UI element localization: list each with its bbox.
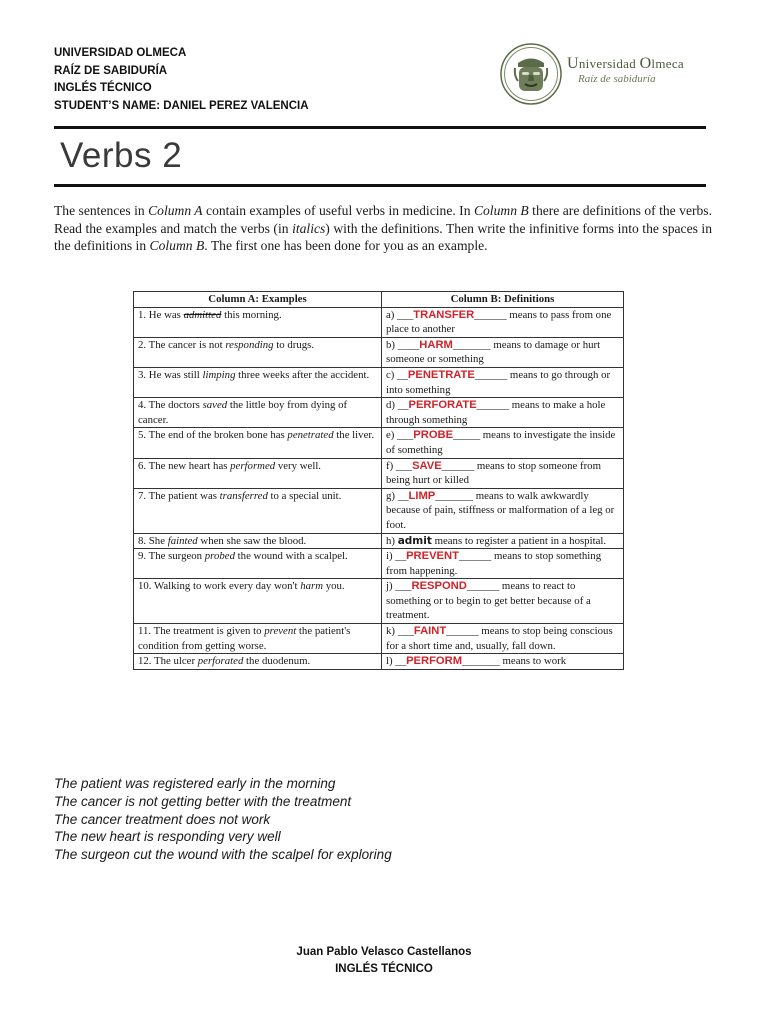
definition-cell: i) __PREVENT______ means to stop something from happening.	[382, 549, 624, 579]
answer-verb: PROBE	[413, 429, 454, 442]
example-cell: 11. The treatment is given to prevent the patient's condition from getting worse.	[134, 624, 382, 654]
answer-verb: PENETRATE	[407, 368, 475, 381]
example-cell: 3. He was still limping three weeks after the accident.	[134, 367, 382, 397]
definition-cell: f) ___SAVE______ means to stop someone from being hurt or killed	[382, 458, 624, 488]
example-cell: 7. The patient was transferred to a special unit.	[134, 488, 382, 533]
answer-verb: HARM	[419, 338, 453, 351]
table-row	[134, 624, 624, 654]
answer-verb: PERFORATE	[408, 399, 477, 412]
university-logo	[500, 43, 710, 107]
example-cell: 4. The doctors saved the little boy from dying of cancer.	[134, 398, 382, 428]
header-motto: RAÍZ DE SABIDURÍA	[54, 64, 168, 77]
table-row	[134, 654, 624, 670]
example-verb: penetrated	[287, 429, 334, 442]
logo-university-name: Universidad Olmeca	[567, 55, 684, 72]
column-b-header: Column B: Definitions	[382, 292, 624, 308]
answer-verb: admit	[397, 534, 432, 547]
example-cell: 6. The new heart has performed very well.	[134, 458, 382, 488]
definition-cell: h) admit means to register a patient in a hospital.	[382, 533, 624, 549]
example-cell: 5. The end of the broken bone has penetrated the liver.	[134, 428, 382, 458]
definition-cell: k) ___FAINT______ means to stop being conscious for a short time and, usually, fall down.	[382, 624, 624, 654]
example-verb: limping	[202, 368, 236, 381]
table-row	[134, 458, 624, 488]
note-line: The surgeon cut the wound with the scalpel for exploring	[54, 847, 392, 863]
example-verb: performed	[230, 459, 276, 472]
table-row	[134, 337, 624, 367]
definition-cell: l) __PERFORM_______ means to work	[382, 654, 624, 670]
top-divider	[54, 126, 706, 129]
answer-verb: PREVENT	[406, 550, 459, 563]
bottom-divider	[54, 184, 706, 187]
table-row	[134, 307, 624, 337]
example-verb: fainted	[167, 534, 198, 547]
header-info	[54, 45, 309, 115]
table-row	[134, 488, 624, 533]
column-a-header: Column A: Examples	[134, 292, 382, 308]
header-course: INGLÉS TÉCNICO	[54, 82, 152, 94]
example-cell: 9. The surgeon probed the wound with a scalpel.	[134, 549, 382, 579]
table-row	[134, 428, 624, 458]
logo-motto: Raíz de sabiduría	[578, 73, 656, 85]
example-verb: transferred	[219, 489, 268, 502]
definition-cell: g) __LIMP_______ means to walk awkwardly because of pain, stiffness or malformation of a leg or foot.	[382, 488, 624, 533]
note-line: The new heart is responding very well	[54, 829, 281, 845]
example-verb: saved	[202, 399, 228, 412]
header-student-name: STUDENT’S NAME: DANIEL PEREZ VALENCIA	[54, 99, 309, 112]
table-row	[134, 579, 624, 624]
example-cell: 2. The cancer is not responding to drugs.	[134, 337, 382, 367]
instructions-paragraph: The sentences in Column A contain examples of useful verbs in medicine. In Column B there are definitions of the verbs. Read the examples and match the verbs (in italics) with the definitions. Then write the infinitive forms into the spaces in the definitions in Column B. The first one has been done for you as an example.	[54, 203, 712, 254]
answer-verb: SAVE	[412, 459, 442, 472]
definition-cell: d) __PERFORATE______ means to make a hole through something	[382, 398, 624, 428]
verbs-table	[133, 291, 624, 670]
table-row	[134, 367, 624, 397]
definition-cell: b) ____HARM_______ means to damage or hurt someone or something	[382, 337, 624, 367]
note-line: The patient was registered early in the morning	[54, 776, 336, 791]
answer-verb: FAINT	[413, 625, 447, 638]
note-line: The cancer is not getting better with the treatment	[54, 793, 352, 809]
example-verb: perforated	[197, 655, 244, 668]
answer-verb: LIMP	[408, 489, 436, 502]
note-line: The cancer treatment does not work	[54, 811, 271, 827]
answer-verb: PERFORM	[406, 655, 463, 668]
footer-course: INGLÉS TÉCNICO	[335, 963, 433, 975]
answer-verb: RESPOND	[411, 580, 467, 593]
example-cell: 10. Walking to work every day won't harm you.	[134, 579, 382, 624]
definition-cell: c) __PENETRATE______ means to go through or into something	[382, 367, 624, 397]
footer-name: Juan Pablo Velasco Castellanos	[296, 946, 472, 958]
example-cell: 8. She fainted when she saw the blood.	[134, 533, 382, 549]
example-verb: probed	[204, 550, 235, 563]
definition-cell: e) ___PROBE_____ means to investigate the inside of something	[382, 428, 624, 458]
example-verb: responding	[225, 338, 274, 351]
example-verb: admitted	[183, 308, 222, 321]
footer	[0, 944, 768, 978]
page-title: Verbs 2	[60, 136, 183, 175]
example-verb: prevent	[264, 625, 297, 638]
table-row	[134, 549, 624, 579]
definition-cell: j) ___RESPOND______ means to react to something or to begin to get better because of a treatment.	[382, 579, 624, 624]
table-header-row	[134, 292, 624, 308]
table-row	[134, 398, 624, 428]
answer-verb: TRANSFER	[413, 308, 475, 321]
table-row	[134, 533, 624, 549]
definition-cell: a) ___TRANSFER______ means to pass from one place to another	[382, 307, 624, 337]
example-verb: harm	[300, 580, 323, 593]
example-cell: 12. The ulcer perforated the duodenum.	[134, 654, 382, 670]
header-university: UNIVERSIDAD OLMECA	[54, 47, 187, 59]
olmec-head-icon	[500, 43, 562, 105]
example-cell: 1. He was admitted this morning.	[134, 307, 382, 337]
notes	[54, 775, 392, 864]
